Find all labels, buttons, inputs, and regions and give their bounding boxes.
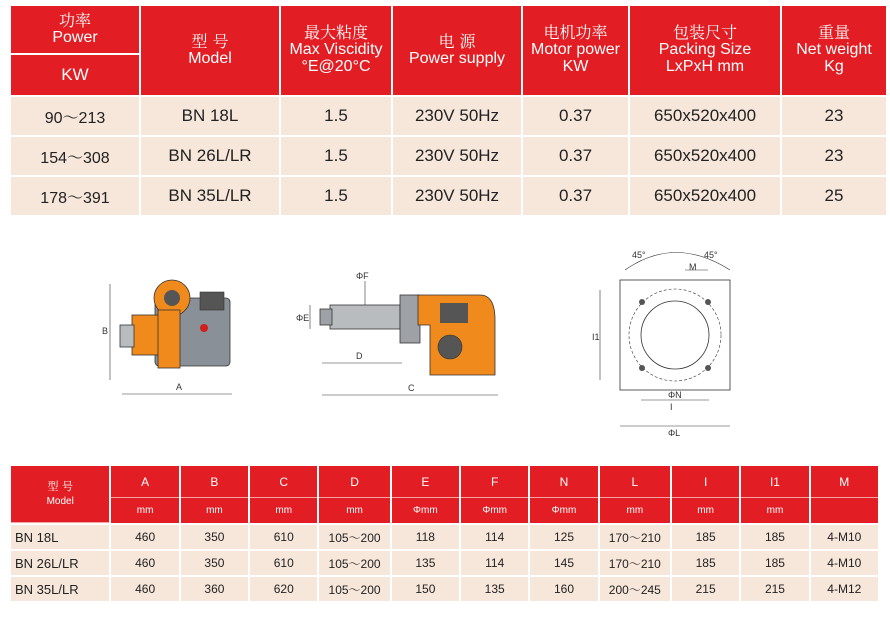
header-model-dim: 型 号 Model — [11, 466, 109, 523]
flange-diagram — [590, 240, 740, 440]
dim-label-c: C — [408, 383, 415, 393]
dim-label-e: ΦE — [296, 313, 310, 323]
dim-cell: 135 — [392, 549, 459, 575]
dim-unit — [811, 498, 878, 523]
dim-cell: 610 — [250, 549, 317, 575]
dim-header: A — [111, 466, 178, 498]
dim-cell: 118 — [392, 523, 459, 549]
dim-cell: 215 — [741, 575, 808, 601]
dim-cell: 4-M12 — [811, 575, 878, 601]
spec-row — [11, 95, 886, 135]
spec-cell: 1.5 — [281, 175, 391, 215]
header-model: 型 号 Model — [141, 6, 279, 95]
dim-header: I1 — [741, 466, 808, 498]
dim-cell: 170～210 — [600, 523, 670, 549]
spec-cell: 1.5 — [281, 135, 391, 175]
dim-cell: 105～200 — [319, 575, 389, 601]
dim-cell: 610 — [250, 523, 317, 549]
spec-cell: 0.37 — [523, 135, 628, 175]
dimensions-table — [9, 466, 880, 601]
dim-header: D — [319, 466, 389, 498]
dim-label-a: A — [176, 382, 183, 392]
dim-cell: BN 26L/LR — [11, 549, 109, 575]
spec-cell: 650x520x400 — [630, 175, 780, 215]
dim-label-b: B — [102, 326, 109, 336]
dim-unit: Φmm — [392, 498, 459, 523]
header-power: 功率 Power — [11, 6, 139, 55]
spec-cell: 230V 50Hz — [393, 95, 521, 135]
spec-cell: 90～213 — [11, 95, 139, 135]
dim-unit: mm — [250, 498, 317, 523]
header-motor-power: 电机功率 Motor power KW — [523, 6, 628, 95]
dim-cell: 185 — [672, 549, 739, 575]
dim-cell: 114 — [461, 549, 528, 575]
dim-cell: 105～200 — [319, 523, 389, 549]
spec-cell: 1.5 — [281, 95, 391, 135]
dim-cell: 185 — [741, 523, 808, 549]
header-viscosity: 最大粘度 Max Viscidity °E@20°C — [281, 6, 391, 95]
dim-cell: 460 — [111, 575, 178, 601]
dim-unit: mm — [741, 498, 808, 523]
dim-header: E — [392, 466, 459, 498]
dim-cell: 4-M10 — [811, 523, 878, 549]
spec-cell: 23 — [782, 135, 886, 175]
dim-unit: Φmm — [461, 498, 528, 523]
dim-header: N — [530, 466, 597, 498]
spec-cell: BN 26L/LR — [141, 135, 279, 175]
header-net-weight: 重量 Net weight Kg — [782, 6, 886, 95]
dim-cell: 114 — [461, 523, 528, 549]
spec-row — [11, 135, 886, 175]
spec-cell: BN 18L — [141, 95, 279, 135]
spec-cell: 178～391 — [11, 175, 139, 215]
spec-cell: 230V 50Hz — [393, 135, 521, 175]
dim-unit: Φmm — [530, 498, 597, 523]
dim-cell: 350 — [181, 523, 248, 549]
dim-cell: 185 — [741, 549, 808, 575]
dim-cell: 145 — [530, 549, 597, 575]
dim-header: I — [672, 466, 739, 498]
dim-cell: 150 — [392, 575, 459, 601]
dim-row — [11, 549, 878, 575]
header-power-supply: 电 源 Power supply — [393, 6, 521, 95]
dim-cell: 105～200 — [319, 549, 389, 575]
spec-cell: 650x520x400 — [630, 135, 780, 175]
dim-label-n: ΦN — [668, 390, 682, 400]
header-packing-size: 包装尺寸 Packing Size LxPxH mm — [630, 6, 780, 95]
dim-header: C — [250, 466, 317, 498]
dim-cell: 4-M10 — [811, 549, 878, 575]
dim-cell: 160 — [530, 575, 597, 601]
dim-cell: 125 — [530, 523, 597, 549]
dim-cell: 185 — [672, 523, 739, 549]
spec-cell: 650x520x400 — [630, 95, 780, 135]
dim-cell: 135 — [461, 575, 528, 601]
dim-label-l: ΦL — [668, 428, 681, 438]
spec-cell: BN 35L/LR — [141, 175, 279, 215]
spec-cell: 0.37 — [523, 95, 628, 135]
dim-unit: mm — [600, 498, 670, 523]
dim-unit: mm — [672, 498, 739, 523]
dim-cell: 170～210 — [600, 549, 670, 575]
dim-unit: mm — [111, 498, 178, 523]
dim-label-angle-2: 45° — [704, 250, 718, 260]
dim-label-m: M — [689, 262, 697, 272]
dim-header: B — [181, 466, 248, 498]
dim-cell: 360 — [181, 575, 248, 601]
header-power-unit: KW — [11, 55, 139, 95]
dim-cell: 460 — [111, 523, 178, 549]
dim-header: M — [811, 466, 878, 498]
dim-row — [11, 575, 878, 601]
dim-unit: mm — [319, 498, 389, 523]
dim-unit: mm — [181, 498, 248, 523]
dim-cell: 350 — [181, 549, 248, 575]
dim-header: F — [461, 466, 528, 498]
dim-cell: 200～245 — [600, 575, 670, 601]
spec-table — [9, 6, 888, 215]
dim-cell: 460 — [111, 549, 178, 575]
dim-cell: 215 — [672, 575, 739, 601]
dim-label-d: D — [356, 351, 363, 361]
dim-row — [11, 523, 878, 549]
dim-cell: 620 — [250, 575, 317, 601]
dim-label-angle-1: 45° — [632, 250, 646, 260]
dim-cell: BN 35L/LR — [11, 575, 109, 601]
spec-cell: 25 — [782, 175, 886, 215]
spec-cell: 154～308 — [11, 135, 139, 175]
burner-side-view-diagram — [100, 270, 250, 410]
spec-cell: 230V 50Hz — [393, 175, 521, 215]
dim-header: L — [600, 466, 670, 498]
dim-label-i1: I1 — [592, 332, 600, 342]
spec-cell: 0.37 — [523, 175, 628, 215]
dim-label-f: ΦF — [356, 271, 369, 281]
burner-front-view-diagram — [290, 265, 510, 405]
spec-cell: 23 — [782, 95, 886, 135]
dim-label-i: I — [670, 402, 673, 412]
dim-cell: BN 18L — [11, 523, 109, 549]
spec-row — [11, 175, 886, 215]
